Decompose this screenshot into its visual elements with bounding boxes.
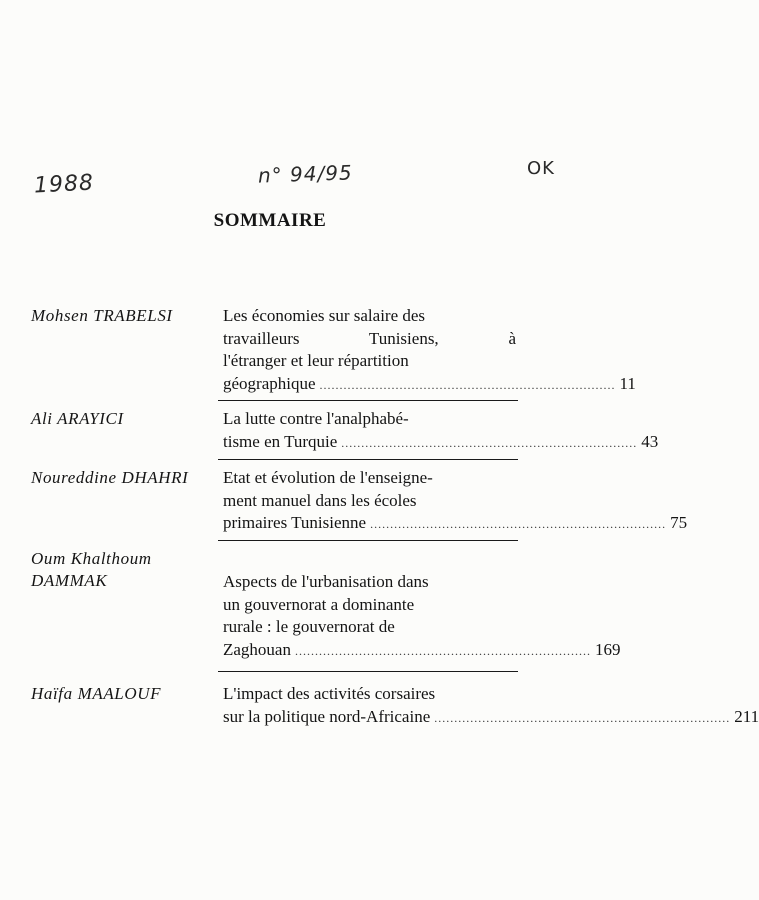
- dot-leader: ..........................................................................: [294, 643, 591, 658]
- title-line: un gouvernorat a dominante: [223, 594, 415, 614]
- entry-title: [223, 467, 688, 536]
- title-line: géographique .......................................................................... 11: [223, 373, 516, 397]
- page-number: 11: [619, 373, 636, 393]
- entry-author: [31, 408, 221, 430]
- author-name: DAMMAK: [31, 571, 108, 590]
- title-line: La lutte contre l'analphabé-: [223, 409, 409, 428]
- page-number: 169: [594, 639, 621, 659]
- title-line: primaires Tunisienne .......................................................................... 75: [223, 512, 516, 536]
- title-line: Zaghouan .......................................................................... 169: [223, 639, 516, 663]
- entry-author: [31, 548, 221, 592]
- separator-line: [218, 671, 518, 672]
- title-line: ment manuel dans les écoles: [223, 490, 417, 510]
- author-name: Ali ARAYICI: [31, 409, 124, 428]
- page-number: 43: [641, 431, 659, 451]
- title-line: Les économies sur salaire des: [223, 306, 426, 325]
- separator-line: [218, 459, 518, 460]
- title-line: sur la politique nord-Africaine .......................................................................... 211: [223, 706, 516, 730]
- dot-leader: ..........................................................................: [370, 517, 667, 531]
- entry-author: [31, 467, 221, 489]
- separator-line: [218, 400, 518, 401]
- dot-leader: ..........................................................................: [319, 377, 616, 392]
- entry-author: [31, 305, 221, 327]
- title-line: Etat et évolution de l'enseigne-: [223, 468, 433, 487]
- handwritten-ok-mark: OK: [527, 158, 555, 179]
- author-name: Haïfa MAALOUF: [31, 684, 162, 703]
- title-line: l'étranger et leur répartition: [223, 351, 409, 370]
- entry-title: [223, 305, 636, 396]
- author-name: Noureddine DHAHRI: [31, 468, 189, 487]
- entry-author: [31, 683, 221, 705]
- title-line: tisme en Turquie .......................................................................... 43: [223, 431, 516, 455]
- separator-line: [218, 540, 518, 541]
- dot-leader: ..........................................................................: [434, 710, 731, 725]
- page-number: 75: [670, 513, 688, 532]
- entry-title: [223, 571, 621, 662]
- handwritten-issue-number: n° 94/95: [257, 160, 354, 188]
- author-name: Mohsen TRABELSI: [31, 306, 173, 325]
- title-line: L'impact des activités corsaires: [223, 684, 436, 703]
- dot-leader: ..........................................................................: [341, 435, 638, 450]
- author-name: Oum Khalthoum: [31, 549, 152, 568]
- entry-title: [223, 408, 659, 454]
- handwritten-year: 1988: [33, 170, 95, 199]
- title-line: rurale : le gouvernorat de: [223, 617, 395, 636]
- page-number: 211: [734, 706, 759, 726]
- title-line: Aspects de l'urbanisation dans: [223, 572, 429, 591]
- entry-title: [223, 683, 759, 729]
- title-line: travailleurs Tunisiens, à: [223, 328, 516, 348]
- page-title: SOMMAIRE: [213, 210, 327, 231]
